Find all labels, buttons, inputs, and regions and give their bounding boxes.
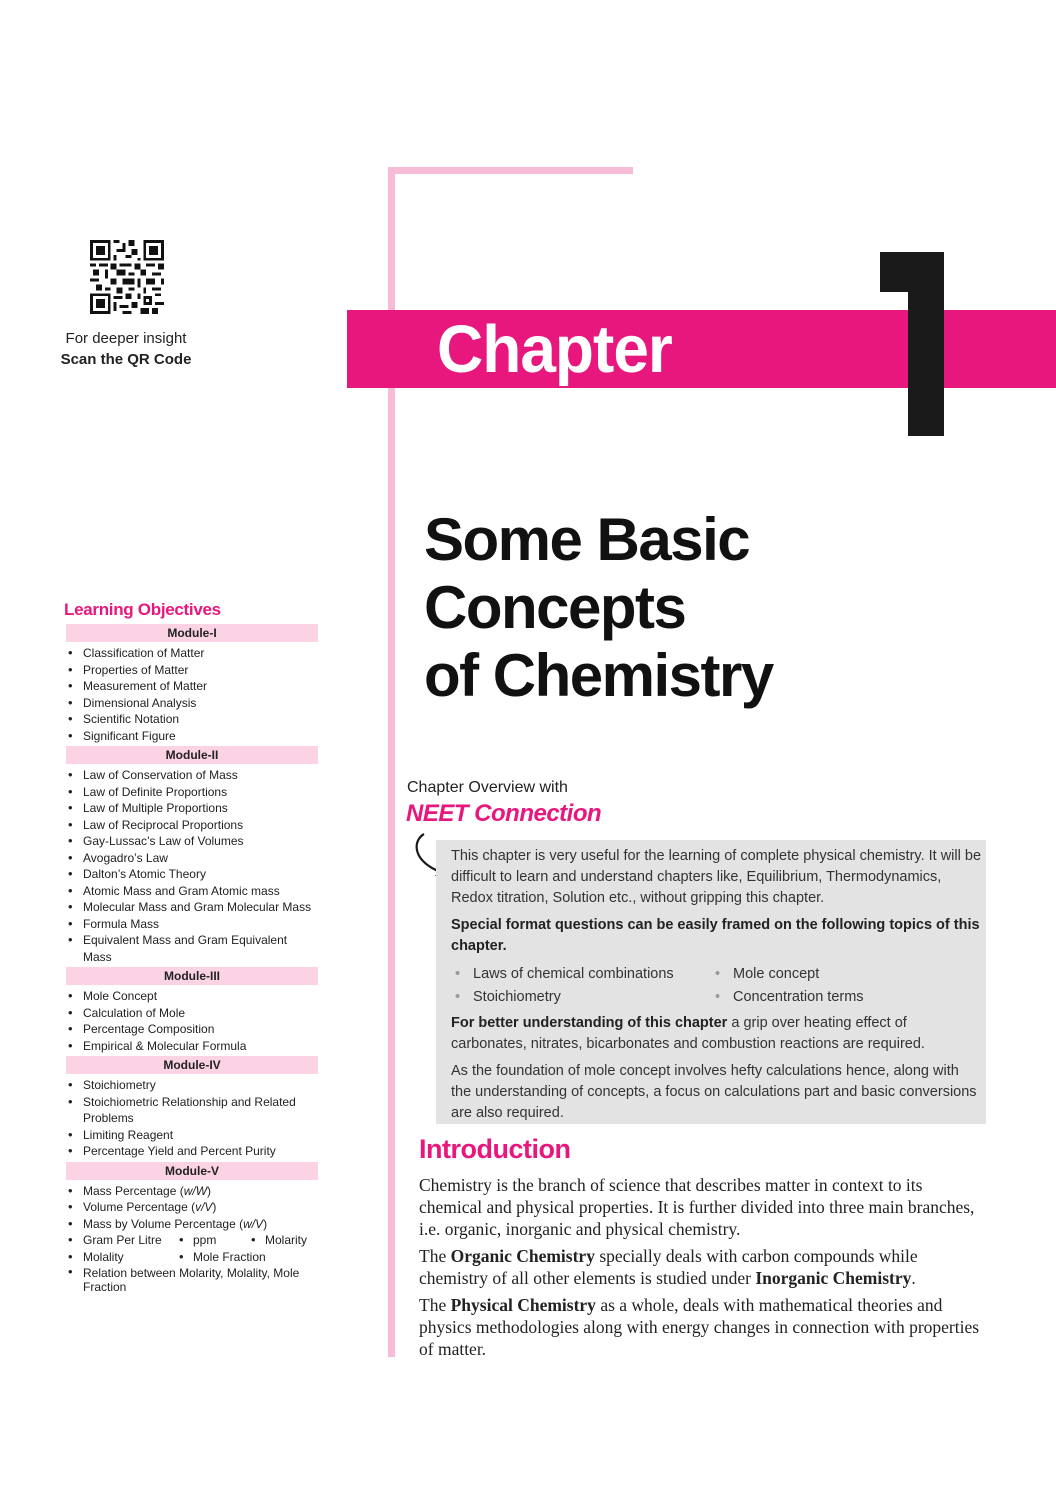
qr-code[interactable] — [90, 240, 164, 314]
list-item: • Mole Concept — [64, 988, 318, 1005]
physical-chemistry-term: Physical Chemistry — [450, 1295, 596, 1315]
list-item: • Stoichiometry — [451, 986, 711, 1009]
text-span: The — [419, 1246, 451, 1266]
list-item: • Stoichiometry — [64, 1077, 318, 1094]
module-2-list — [64, 767, 318, 965]
qr-caption — [40, 328, 212, 370]
list-item: • Classification of Matter — [64, 645, 318, 662]
list-item: • Gay-Lussac’s Law of Volumes — [64, 833, 318, 850]
list-item: • Properties of Matter — [64, 662, 318, 679]
close-paren: ) — [212, 1200, 217, 1214]
introduction-heading: Introduction — [419, 1134, 571, 1164]
molality: • Molality — [83, 1249, 124, 1264]
module-1-heading: Module-I — [66, 624, 318, 642]
list-item: • Limiting Reagent — [64, 1127, 318, 1144]
text-span: as a whole, deals with mathematical theories and physics methodologies along with energy changes in connection with properties of matter. — [419, 1295, 980, 1359]
list-item: • Molecular Mass and Gram Molecular Mass — [64, 899, 318, 916]
list-item — [64, 1216, 318, 1233]
learning-objectives-heading: Learning Objectives — [64, 600, 221, 619]
overview-para3 — [451, 1013, 982, 1055]
list-item: • Stoichiometric Relationship and Related Problems — [64, 1094, 318, 1127]
list-item: • Atomic Mass and Gram Atomic mass — [64, 883, 318, 900]
list-item — [64, 1183, 318, 1200]
list-item: • Percentage Composition — [64, 1021, 318, 1038]
learning-objectives — [64, 600, 318, 1295]
list-item: • Law of Multiple Proportions — [64, 800, 318, 817]
chapter-title-line1: Some Basic Concepts — [424, 506, 750, 641]
close-paren: ) — [207, 1183, 212, 1198]
overview-para3-rest: a grip over heating effect of carbonates, nitrates, bicarbonates and combustion reactions are required. — [451, 1015, 925, 1052]
list-item: • Significant Figure — [64, 728, 318, 745]
topics-list — [451, 963, 982, 1009]
module-4-heading: Module-IV — [66, 1056, 318, 1074]
text-span: specially deals with carbon compounds while chemistry of all other elements is studied under — [419, 1246, 918, 1288]
list-item: • Measurement of Matter — [64, 678, 318, 695]
qr-caption-line1: For deeper insight — [65, 330, 187, 347]
module-5-list — [64, 1183, 318, 1295]
gram-per-litre: • Gram Per Litre — [83, 1233, 162, 1247]
intro-para2 — [419, 1245, 989, 1289]
intro-para3 — [419, 1294, 989, 1360]
list-item: • Formula Mass — [64, 916, 318, 933]
introduction-body — [419, 1174, 989, 1365]
module-3-heading: Module-III — [66, 967, 318, 985]
chapter-number-1 — [878, 252, 946, 436]
molarity: • Molarity — [251, 1232, 307, 1249]
module-4-list — [64, 1077, 318, 1160]
chapter-title-line2: of Chemistry — [424, 642, 773, 709]
ppm: • ppm — [179, 1232, 239, 1249]
qr-caption-line2: Scan the QR Code — [60, 351, 192, 368]
overview-para3-bold: For better understanding of this chapter — [451, 1015, 728, 1031]
inorganic-chemistry-term: Inorganic Chemistry — [755, 1268, 912, 1288]
list-item: • Dalton’s Atomic Theory — [64, 866, 318, 883]
list-item: • Avogadro’s Law — [64, 850, 318, 867]
list-item: • Law of Reciprocal Proportions — [64, 817, 318, 834]
close-paren: ) — [263, 1216, 268, 1231]
module-2-heading: Module-II — [66, 746, 318, 764]
list-item: • Equivalent Mass and Gram Equivalent Mass — [64, 932, 318, 965]
organic-chemistry-term: Organic Chemistry — [450, 1246, 595, 1266]
vol-pct-label: Volume Percentage ( — [83, 1200, 196, 1214]
overview-para2: Special format questions can be easily framed on the following topics of this chapter. — [451, 917, 980, 954]
list-item: • Laws of chemical combinations — [451, 963, 711, 986]
mass-pct-unit: w/W — [183, 1183, 208, 1198]
list-item — [64, 1232, 318, 1249]
vol-pct-unit: v/V — [195, 1200, 213, 1214]
module-1-list — [64, 645, 318, 744]
mole-fraction: • Mole Fraction — [179, 1249, 266, 1266]
overview-box — [436, 840, 986, 1124]
text-span: The — [419, 1295, 451, 1315]
module-5-heading: Module-V — [66, 1162, 318, 1180]
chapter-title — [424, 506, 1024, 710]
overview-para4: As the foundation of mole concept involves hefty calculations hence, along with the understanding of concepts, a focus on calculations part and basic conversions are also required. — [451, 1063, 977, 1121]
list-item — [64, 1249, 318, 1266]
pink-top-rule — [388, 167, 633, 174]
chapter-label: Chapter — [437, 311, 672, 387]
mass-vol-pct-unit: w/V — [243, 1216, 264, 1231]
list-item: • Percentage Yield and Percent Purity — [64, 1143, 318, 1160]
mass-vol-pct-label: Mass by Volume Percentage ( — [83, 1216, 244, 1231]
list-item: • Mole concept — [711, 963, 961, 986]
list-item: • Law of Conservation of Mass — [64, 767, 318, 784]
list-item: • Empirical & Molecular Formula — [64, 1038, 318, 1055]
neet-connection-heading: NEET Connection — [406, 800, 602, 827]
list-item: • Relation between Molarity, Molality, Mole Fraction — [64, 1265, 318, 1294]
overview-para1: This chapter is very useful for the learning of complete physical chemistry. It will be difficult to learn and understand chapters like, Equilibrium, Thermodynamics, Redox titration, Solution etc., without gripping this chapter. — [451, 848, 982, 906]
list-item: • Scientific Notation — [64, 711, 318, 728]
list-item — [64, 1199, 318, 1216]
list-item: • Concentration terms — [711, 986, 961, 1009]
intro-para1: Chemistry is the branch of science that describes matter in context to its chemical and physical properties. It is further divided into three main branches, i.e. organic, inorganic and physical chemistry. — [419, 1175, 975, 1239]
list-item: • Law of Definite Proportions — [64, 784, 318, 801]
mass-pct-label: Mass Percentage ( — [83, 1183, 184, 1198]
module-3-list — [64, 988, 318, 1054]
list-item: • Dimensional Analysis — [64, 695, 318, 712]
overview-label: Chapter Overview with — [407, 779, 568, 796]
list-item: • Calculation of Mole — [64, 1005, 318, 1022]
text-span: . — [911, 1268, 916, 1288]
